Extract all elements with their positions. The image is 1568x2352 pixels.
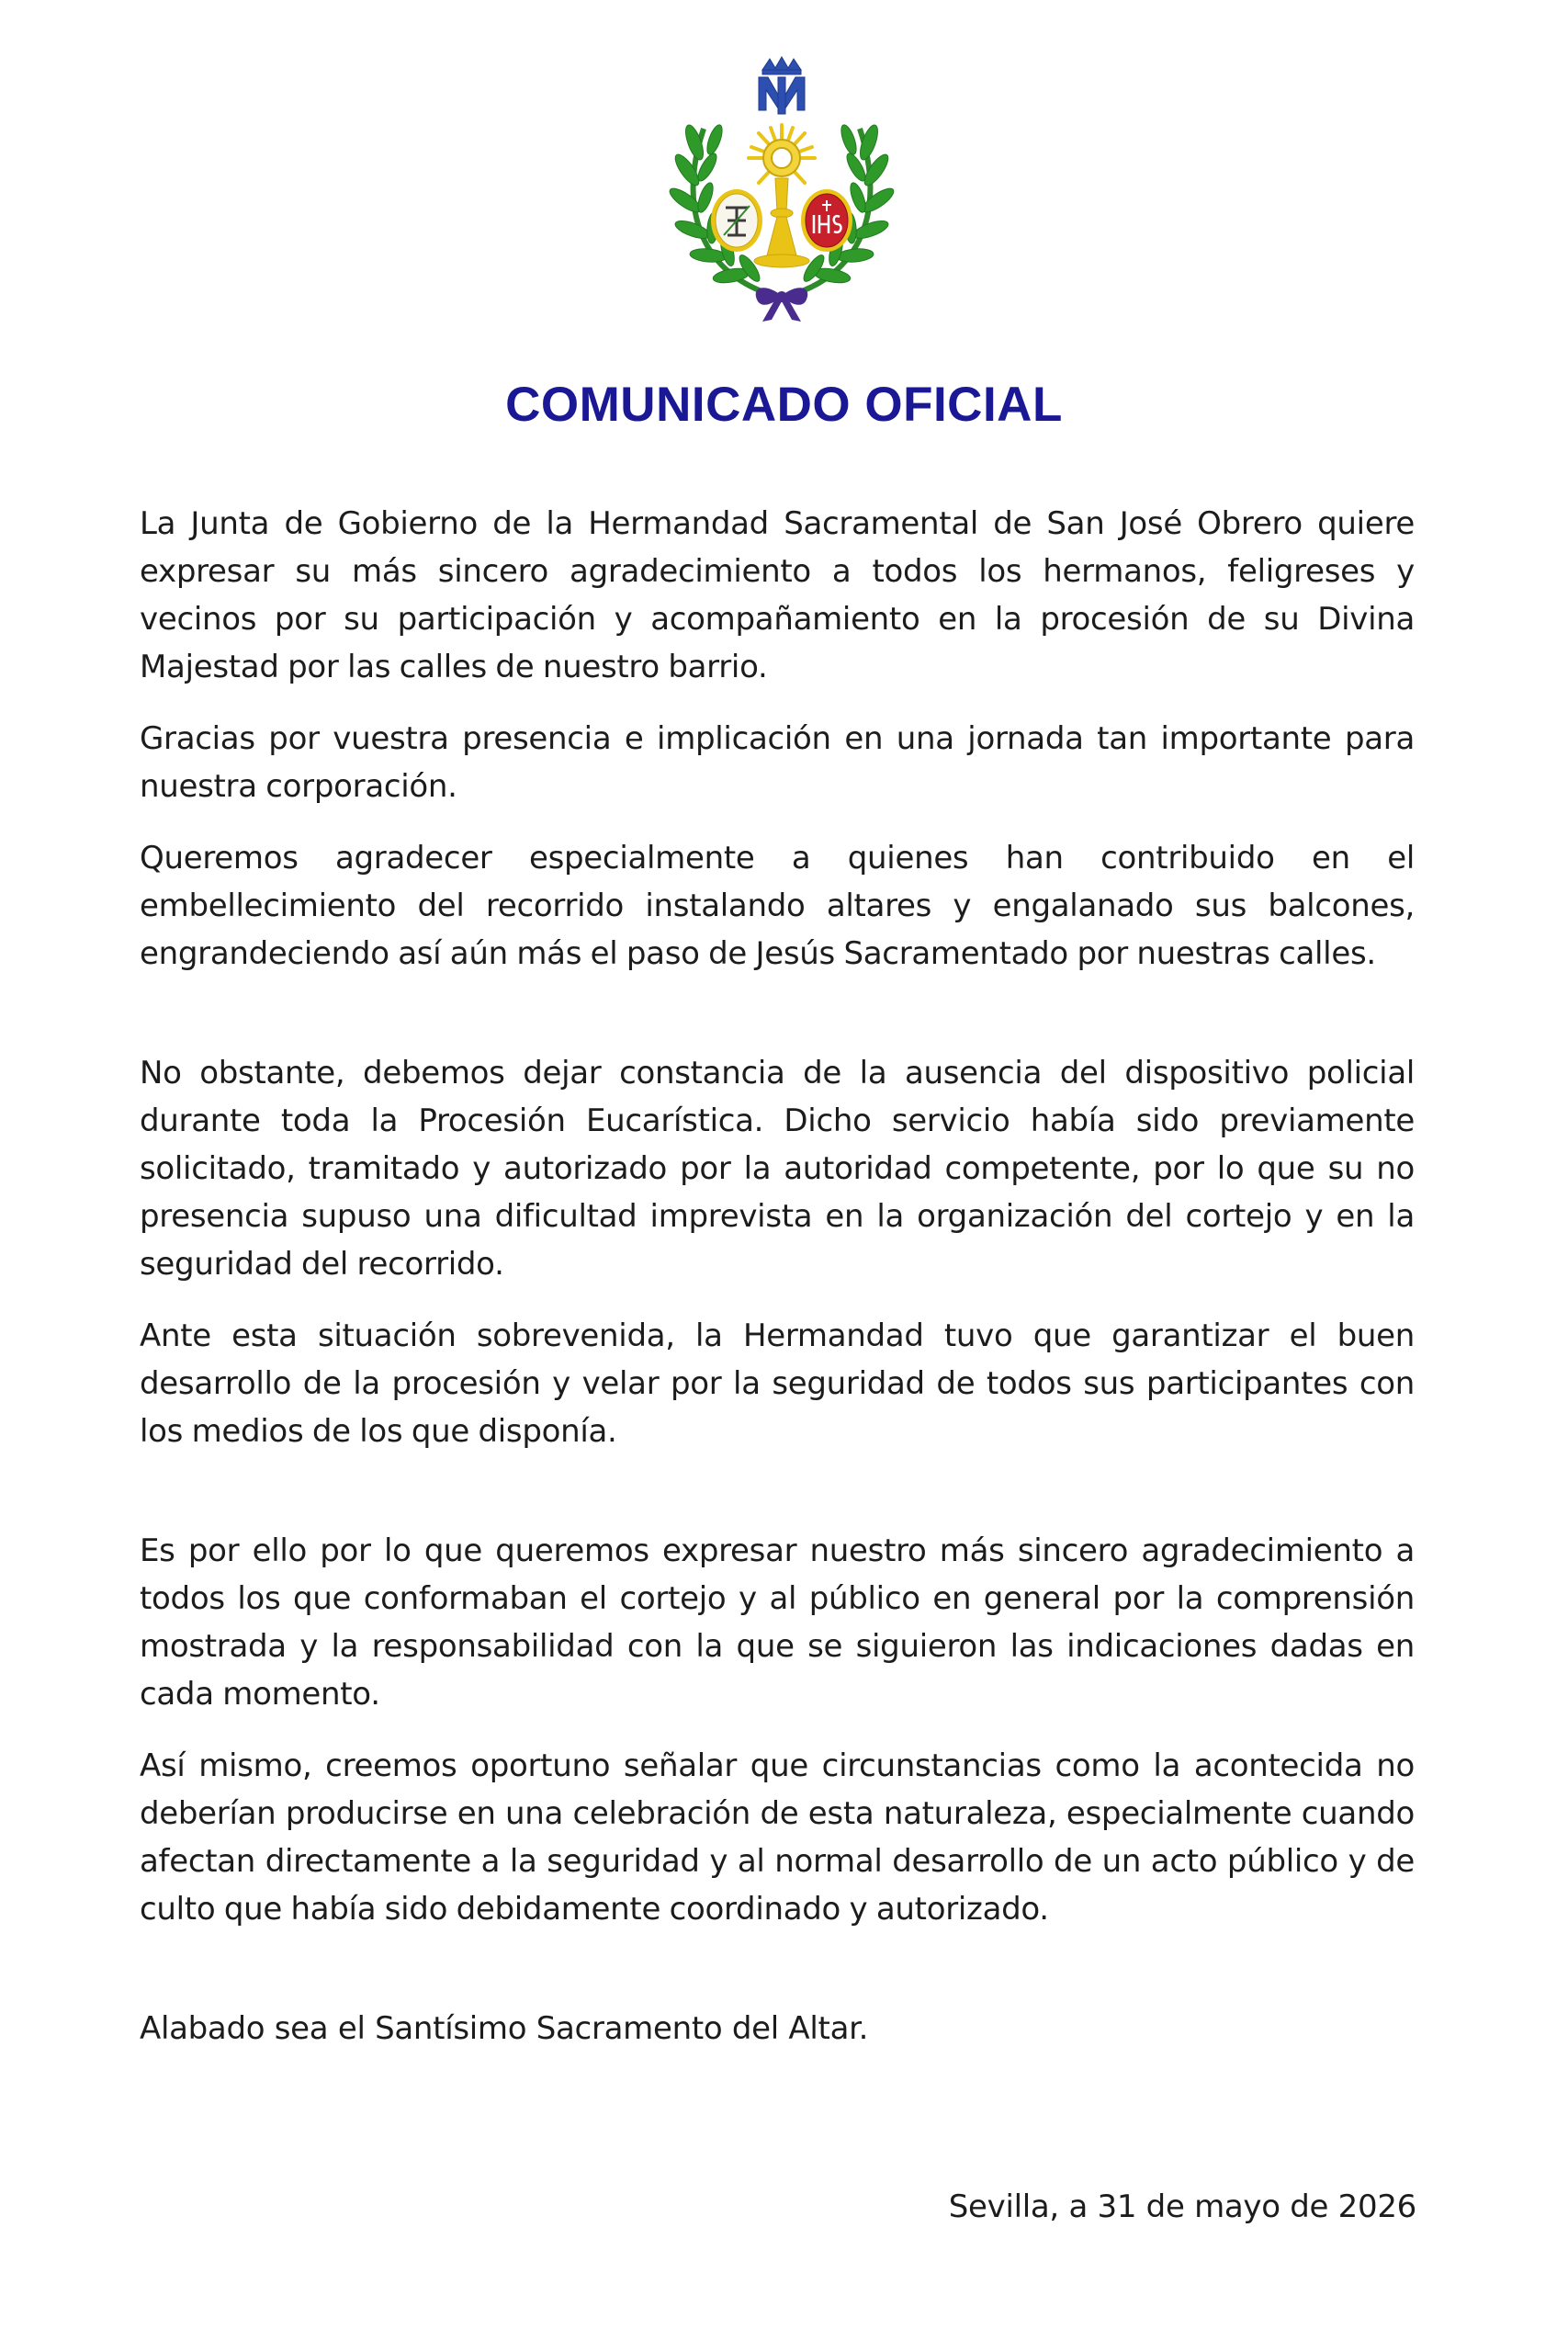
brotherhood-crest-icon <box>667 55 897 323</box>
document-body <box>140 500 1415 2052</box>
paragraph-2: Gracias por vuestra presencia e implicación en una jornada tan importante para nuestra corporación. <box>140 720 1415 805</box>
paragraph-5: Ante esta situación sobrevenida, la Hermandad tuvo que garantizar el buen desarrollo de la procesión y velar por la seguridad de todos sus participantes con los medios de los que disponía. <box>140 1317 1415 1450</box>
paragraph-7: Así mismo, creemos oportuno señalar que circunstancias como la acontecida no deberían producirse en una celebración de esta naturaleza, especialmente cuando afectan directamente a la seguridad y al normal desarrollo de un acto público y de culto que había sido debidamente coordinado y autorizado. <box>140 1747 1415 1928</box>
paragraph-3: Queremos agradecer especialmente a quienes han contribuido en el embellecimiento del recorrido instalando altares y engalanado sus balcones, engrandeciendo así aún más el paso de Jesús Sacramentado por nuestras calles. <box>140 840 1415 972</box>
monstrance <box>749 125 815 267</box>
paragraph-6: Es por ello por lo que queremos expresar nuestro más sincero agradecimiento a todos los que conformaban el cortejo y al público en general por la comprensión mostrada y la responsabilidad con la que se siguieron las indicaciones dadas en cada momento. <box>140 1532 1415 1713</box>
ribbon-bow <box>756 288 808 322</box>
date-line: Sevilla, a 31 de mayo de 2026 <box>948 2188 1416 2225</box>
closing-line: Alabado sea el Santísimo Sacramento del Altar. <box>140 2010 869 2047</box>
paragraph-4: No obstante, debemos dejar constancia de la ausencia del dispositivo policial durante toda la Procesión Eucarística. Dicho servicio había sido previamente solicitado, tramitado y autorizado por la autoridad competente, por lo que su no presencia supuso una dificultad imprevista en la organización del cortejo y en la seguridad del recorrido. <box>140 1055 1415 1283</box>
document-title: COMUNICADO OFICIAL <box>505 378 1063 432</box>
right-oval-emblem <box>801 189 852 252</box>
left-oval-emblem <box>711 189 762 252</box>
paragraph-1: La Junta de Gobierno de la Hermandad Sacramental de San José Obrero quiere expresar su más sincero agradecimiento a todos los hermanos, feligreses y vecinos por su participación y acompañamiento en la procesión de su Divina Majestad por las calles de nuestro barrio. <box>140 505 1415 685</box>
marian-monogram <box>759 57 805 114</box>
